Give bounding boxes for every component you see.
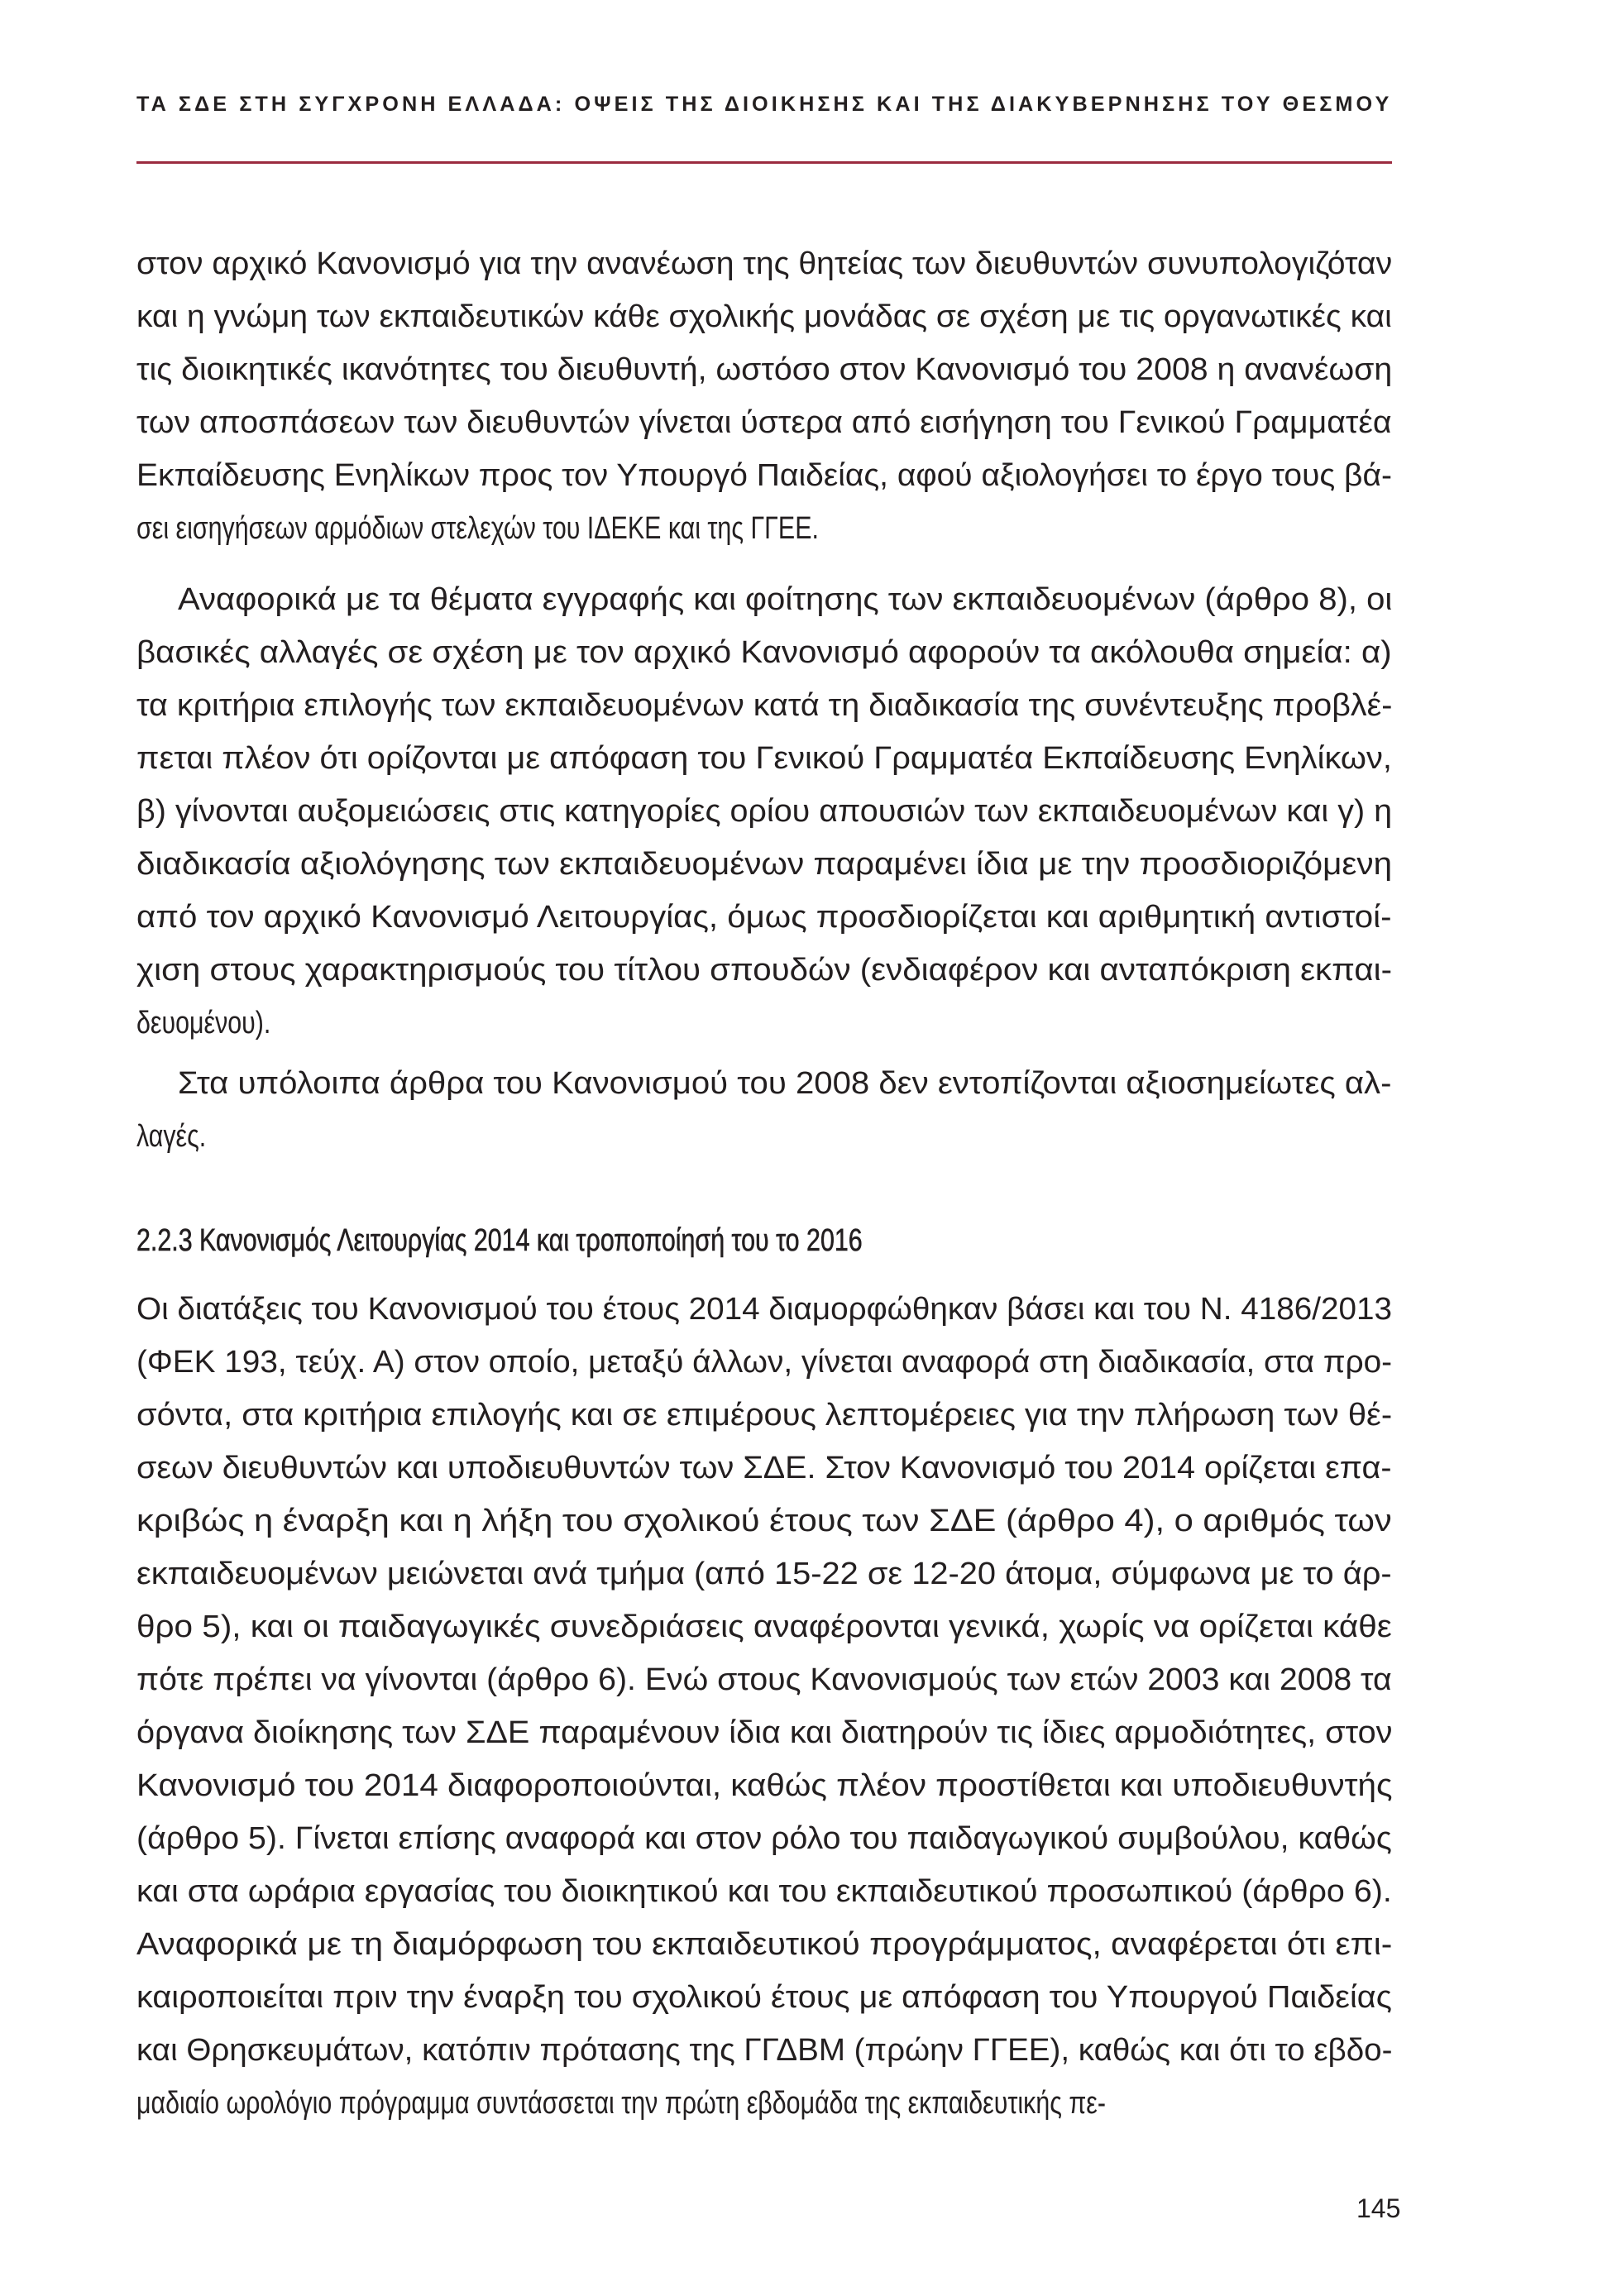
text-line: και η γνώμη των εκπαιδευτικών κάθε σχολικής μονάδας σε σχέση με τις οργανωτικές και <box>136 299 1392 334</box>
text-line: Αναφορικά με τα θέματα εγγραφής και φοίτησης των εκπαιδευομένων (άρθρο 8), οι <box>178 582 1393 617</box>
section-heading: 2.2.3 Κανονισμός Λειτουργίας 2014 και τροποποίησή του το 2016 <box>136 1223 863 1258</box>
running-head: ΤΑ ΣΔΕ ΣΤΗ ΣΥΓΧΡΟΝΗ ΕΛΛΑΔΑ: ΟΨΕΙΣ ΤΗΣ ΔΙΟΙΚΗΣΗΣ ΚΑΙ ΤΗΣ ΔΙΑΚΥΒΕΡΝΗΣΗΣ ΤΟΥ ΘΕΣΜΟΥ <box>136 93 1393 116</box>
text-line: Κανονισμό του 2014 διαφοροποιούνται, καθώς πλέον προστίθεται και υποδιευθυντής <box>136 1768 1393 1803</box>
text-line: β) γίνονται αυξομειώσεις στις κατηγορίες ορίου απουσιών των εκπαιδευομένων και γ) η <box>136 794 1393 829</box>
text-line: στον αρχικό Κανονισμό για την ανανέωση της θητείας των διευθυντών συνυπολογιζόταν <box>136 246 1393 281</box>
text-line: πότε πρέπει να γίνονται (άρθρο 6). Ενώ στους Κανονισμούς των ετών 2003 και 2008 τα <box>136 1662 1392 1697</box>
text-line: Στα υπόλοιπα άρθρα του Κανονισμού του 2008 δεν εντοπίζονται αξιοσημείωτες αλ- <box>178 1066 1392 1101</box>
text-line: σόντα, στα κριτήρια επιλογής και σε επιμέρους λεπτομέρειες για την πλήρωση των θέ- <box>136 1398 1393 1433</box>
paragraph <box>136 1057 1392 1163</box>
text-line: (ΦΕΚ 193, τεύχ. Α) στον οποίο, μεταξύ άλλων, γίνεται αναφορά στη διαδικασία, στα προ- <box>136 1345 1393 1380</box>
text-line: πεται πλέον ότι ορίζονται με απόφαση του Γενικού Γραμματέα Εκπαίδευσης Ενηλίκων, <box>136 741 1392 776</box>
text-line: τα κριτήρια επιλογής των εκπαιδευομένων κατά τη διαδικασία της συνέντευξης προβλέ- <box>136 688 1393 723</box>
text-line: Αναφορικά με τη διαμόρφωση του εκπαιδευτικού προγράμματος, αναφέρεται ότι επι- <box>136 1927 1393 1962</box>
paragraph <box>136 237 1392 555</box>
page-number: 145 <box>1356 2193 1401 2223</box>
text-line: μαδιαίο ωρολόγιο πρόγραμμα συντάσσεται την πρώτη εβδομάδα της εκπαιδευτικής πε- <box>136 2086 1106 2121</box>
text-line: σεων διευθυντών και υποδιευθυντών των ΣΔΕ. Στον Κανονισμό του 2014 ορίζεται επα- <box>136 1451 1392 1485</box>
text-line: όργανα διοίκησης των ΣΔΕ παραμένουν ίδια και διατηρούν τις ίδιες αρμοδιότητες, στον <box>136 1715 1393 1750</box>
text-line: σει εισηγήσεων αρμόδιων στελεχών του ΙΔΕΚΕ και της ΓΓΕΕ. <box>136 511 819 546</box>
text-line: λαγές. <box>136 1119 207 1154</box>
text-line: καιροποιείται πριν την έναρξη του σχολικού έτους με απόφαση του Υπουργού Παιδείας <box>136 1980 1392 2015</box>
text-line: κριβώς η έναρξη και η λήξη του σχολικού έτους των ΣΔΕ (άρθρο 4), ο αριθμός των <box>136 1504 1392 1538</box>
text-line: τις διοικητικές ικανότητες του διευθυντή, ωστόσο στον Κανονισμό του 2008 η ανανέωση <box>136 352 1393 387</box>
text-line: δευομένου). <box>136 1006 271 1040</box>
text-line: και Θρησκευμάτων, κατόπιν πρότασης της ΓΓΔΒΜ (πρώην ΓΓΕΕ), καθώς και ότι το εβδο- <box>136 2033 1393 2068</box>
text-line: βασικές αλλαγές σε σχέση με τον αρχικό Κανονισμό αφορούν τα ακόλουθα σημεία: α) <box>136 635 1392 670</box>
text-line: και στα ωράρια εργασίας του διοικητικού και του εκπαιδευτικού προσωπικού (άρθρο 6). <box>136 1874 1392 1909</box>
text-line: εκπαιδευομένων μειώνεται ανά τμήμα (από 15-22 σε 12-20 άτομα, σύμφωνα με το άρ- <box>136 1557 1392 1591</box>
text-line: θρο 5), και οι παιδαγωγικές συνεδριάσεις αναφέρονται γενικά, χωρίς να ορίζεται κάθε <box>136 1610 1392 1644</box>
text-line: (άρθρο 5). Γίνεται επίσης αναφορά και στον ρόλο του παιδαγωγικού συμβούλου, καθώς <box>136 1821 1392 1856</box>
paragraph <box>136 573 1392 1050</box>
header-rule <box>136 161 1392 164</box>
text-line: διαδικασία αξιολόγησης των εκπαιδευομένων παραμένει ίδια με την προσδιοριζόμενη <box>136 847 1393 882</box>
paragraph <box>136 1283 1392 2130</box>
text-line: Εκπαίδευσης Ενηλίκων προς τον Υπουργό Παιδείας, αφού αξιολογήσει το έργο τους βά- <box>136 458 1392 493</box>
text-line: από τον αρχικό Κανονισμό Λειτουργίας, όμως προσδιορίζεται και αριθμητική αντιστοί- <box>136 900 1392 935</box>
text-line: χιση στους χαρακτηρισμούς του τίτλου σπουδών (ενδιαφέρον και ανταπόκριση εκπαι- <box>136 953 1392 988</box>
text-line: των αποσπάσεων των διευθυντών γίνεται ύστερα από εισήγηση του Γενικού Γραμματέα <box>136 405 1392 440</box>
text-line: Οι διατάξεις του Κανονισμού του έτους 2014 διαμορφώθηκαν βάσει και του Ν. 4186/2013 <box>136 1292 1392 1327</box>
